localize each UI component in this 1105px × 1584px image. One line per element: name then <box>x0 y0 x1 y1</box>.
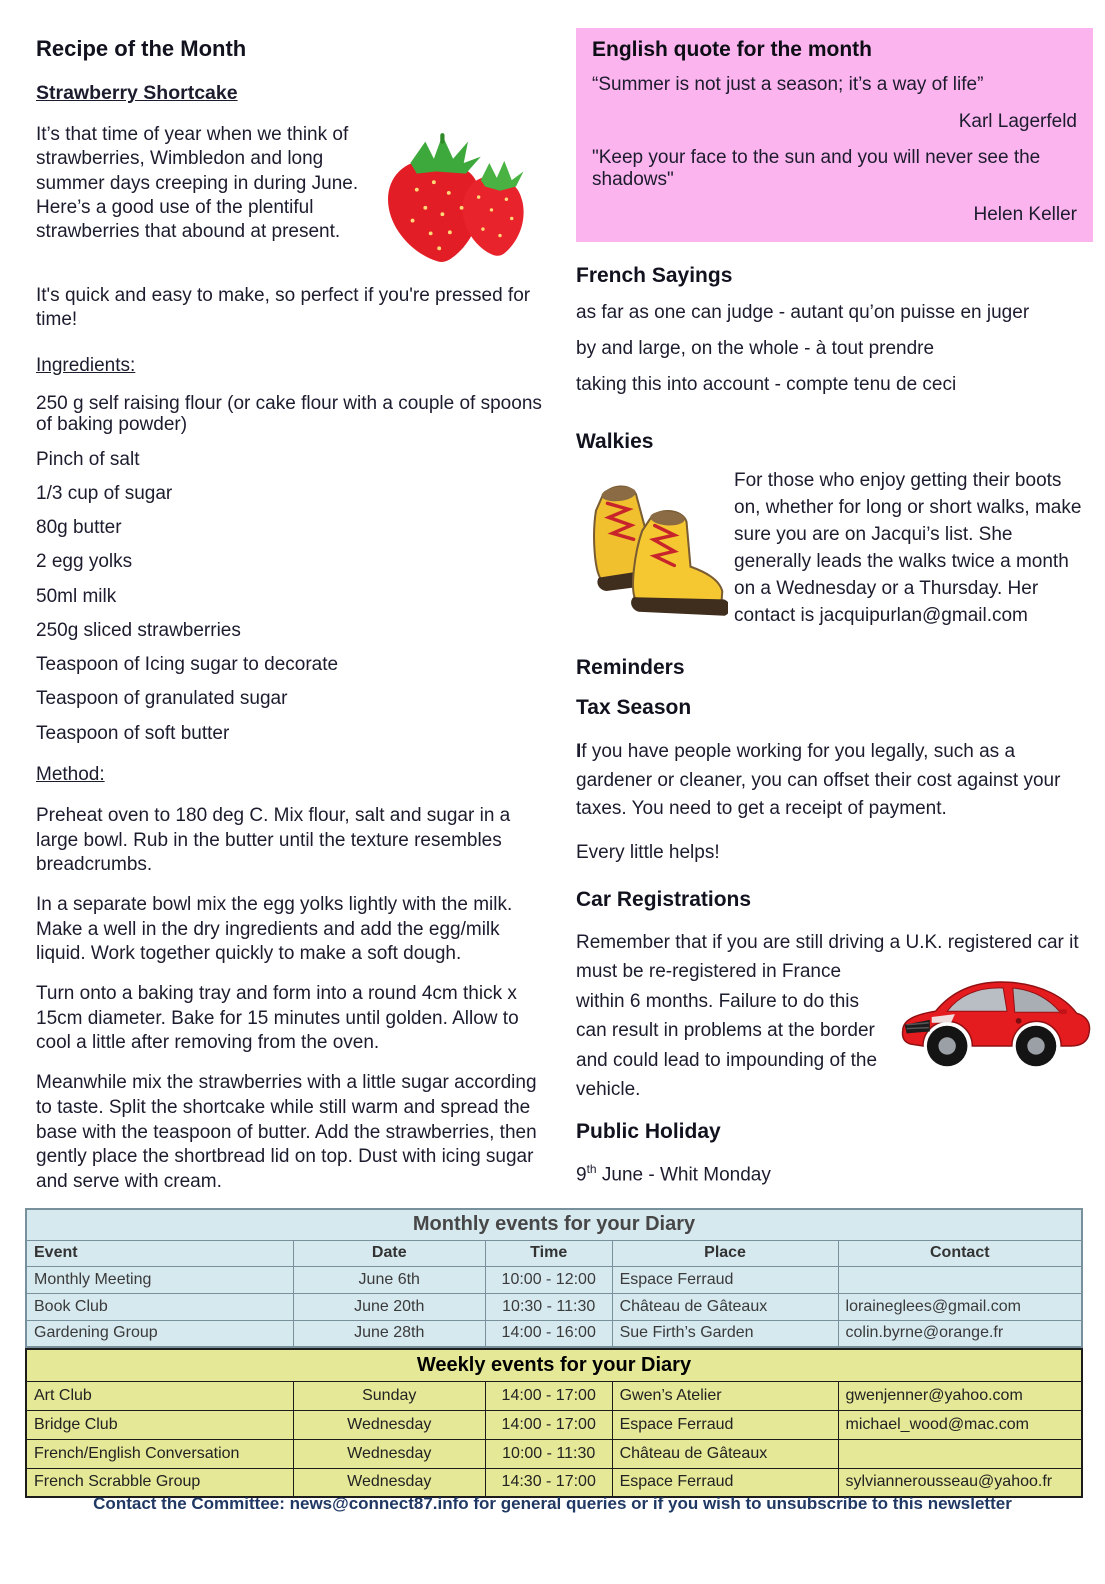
recipe-subtitle: Strawberry Shortcake <box>36 82 238 104</box>
cell-event: French Scrabble Group <box>26 1468 293 1497</box>
table-row <box>26 1381 1082 1410</box>
weekly-table-title: Weekly events for your Diary <box>26 1349 1082 1381</box>
cell-date: Wednesday <box>293 1439 485 1468</box>
cell-contact <box>838 1439 1082 1468</box>
ingredient-item: 250g sliced strawberries <box>36 619 241 641</box>
cell-place: Espace Ferraud <box>612 1410 838 1439</box>
cell-date: June 28th <box>293 1320 485 1347</box>
tax-season-text <box>576 738 1093 824</box>
cell-contact-email[interactable]: sylviannerousseau@yahoo.fr <box>838 1468 1082 1497</box>
cell-event: Monthly Meeting <box>26 1266 293 1293</box>
cell-date: Wednesday <box>293 1410 485 1439</box>
quote-1-author: Karl Lagerfeld <box>958 110 1077 132</box>
car-text-part1: Remember that if you are still driving a U.K. <box>576 931 948 953</box>
cell-event: French/English Conversation <box>26 1439 293 1468</box>
method-step: Meanwhile mix the strawberries with a little sugar according to taste. Split the shortcake while still warm and spread the base with the teaspoon of butter. Add the strawberries, then gently place the shortbread lid on top. Dust with icing sugar and serve with cream. <box>36 1072 537 1192</box>
column-header-place: Place <box>612 1240 838 1266</box>
recipe-title: Recipe of the Month <box>36 36 247 61</box>
ingredient-item: 1/3 cup of sugar <box>36 482 173 504</box>
ingredient-item: 250 g self raising flour (or cake flour with a couple of spoons of baking powder) <box>36 393 542 436</box>
quote-1: “Summer is not just a season; it’s a way of life” <box>592 74 984 95</box>
cell-date: June 20th <box>293 1293 485 1320</box>
method-step: In a separate bowl mix the egg yolks lightly with the milk. Make a well in the dry ingredients and add the egg/milk liquid. Work together quickly to make a soft dough. <box>36 894 513 965</box>
cell-event: Bridge Club <box>26 1410 293 1439</box>
walkies-section <box>576 468 1093 630</box>
column-header-event: Event <box>26 1240 293 1266</box>
strawberries-illustration <box>372 131 532 270</box>
quote-box-title: English quote for the month <box>592 38 872 61</box>
recipe-quick-note: It's quick and easy to make, so perfect if you're pressed for time! <box>36 284 531 331</box>
method-step: Preheat oven to 180 deg C. Mix flour, salt and sugar in a large bowl. Rub in the butter until the texture resembles breadcrumbs. <box>36 804 511 876</box>
car-registrations-text <box>576 928 1093 1105</box>
cell-event: Art Club <box>26 1381 293 1410</box>
cell-place: Espace Ferraud <box>612 1266 838 1293</box>
holiday-ordinal: th <box>586 1162 597 1177</box>
red-car-illustration <box>895 961 1093 1072</box>
committee-contact-footer: Contact the Committee: news@connect87.info for general queries or if you wish to unsubscribe to this newsletter <box>93 1494 1012 1513</box>
news-column <box>576 28 1093 1187</box>
recipe-intro-row <box>36 123 542 270</box>
column-header-date: Date <box>293 1240 485 1266</box>
car-text-part2: registered car it must be re-registered in France within 6 months. Failure to do this can result in problems at the border and could lead to impounding of the vehicle. <box>576 931 1079 1100</box>
cell-place: Espace Ferraud <box>612 1468 838 1497</box>
car-registrations-title: Car Registrations <box>576 887 752 911</box>
cell-event: Book Club <box>26 1293 293 1320</box>
french-saying: by and large, on the whole - à tout prendre <box>576 338 935 360</box>
cell-time: 10:00 - 11:30 <box>485 1439 612 1468</box>
method-label: Method: <box>36 763 105 785</box>
ingredient-item: 50ml milk <box>36 585 117 607</box>
ingredients-label: Ingredients: <box>36 355 136 377</box>
cell-place: Château de Gâteaux <box>612 1439 838 1468</box>
french-saying: as far as one can judge - autant qu’on puisse en juger <box>576 302 1030 324</box>
tax-initial: I <box>576 741 582 763</box>
table-row <box>26 1293 1082 1320</box>
events-tables <box>25 1208 1083 1498</box>
walkies-text: For those who enjoy getting their boots on, whether for long or short walks, make sure you are on Jacqui’s list. She generally leads the walks twice a month on a Wednesday or a Thursday. Her contact is <box>734 470 1082 627</box>
holiday-day: 9 <box>576 1164 587 1186</box>
french-sayings-title: French Sayings <box>576 264 733 288</box>
quote-2-author: Helen Keller <box>973 204 1077 226</box>
column-header-contact: Contact <box>838 1240 1082 1266</box>
reminders-title: Reminders <box>576 656 685 680</box>
public-holiday-title: Public Holiday <box>576 1120 721 1144</box>
recipe-intro-text: It’s that time of year when we think of strawberries, Wimbledon and long summer days creeping in during June. Here’s a good use of the plentiful strawberries that abound at present. <box>36 124 359 243</box>
cell-contact-email[interactable]: michael_wood@mac.com <box>838 1410 1082 1439</box>
english-quote-box <box>576 28 1093 242</box>
quote-2: "Keep your face to the sun and you will never see the shadows" <box>592 146 1041 190</box>
cell-contact <box>838 1266 1082 1293</box>
cell-place: Gwen’s Atelier <box>612 1381 838 1410</box>
cell-place: Château de Gâteaux <box>612 1293 838 1320</box>
walkies-title: Walkies <box>576 430 654 454</box>
cell-date: Sunday <box>293 1381 485 1410</box>
monthly-table-title: Monthly events for your Diary <box>26 1209 1082 1240</box>
column-header-time: Time <box>485 1240 612 1266</box>
cell-time: 14:00 - 16:00 <box>485 1320 612 1347</box>
cell-contact-email[interactable]: gwenjenner@yahoo.com <box>838 1381 1082 1410</box>
ingredient-item: 2 egg yolks <box>36 551 133 573</box>
recipe-column <box>36 36 542 1210</box>
walkies-email: jacquipurlan@gmail.com <box>819 605 1028 627</box>
monthly-events-table <box>25 1208 1083 1348</box>
cell-time: 14:00 - 17:00 <box>485 1410 612 1439</box>
ingredient-item: Teaspoon of Icing sugar to decorate <box>36 654 339 676</box>
french-saying: taking this into account - compte tenu de ceci <box>576 374 957 396</box>
cell-contact-email[interactable]: loraineglees@gmail.com <box>838 1293 1082 1320</box>
cell-time: 14:00 - 17:00 <box>485 1381 612 1410</box>
cell-time: 14:30 - 17:00 <box>485 1468 612 1497</box>
ingredient-item: Pinch of salt <box>36 448 140 470</box>
table-row <box>26 1266 1082 1293</box>
method-step: Turn onto a baking tray and form into a round 4cm thick x 15cm diameter. Bake for 15 minutes until golden. Allow to cool a little after removing from the oven. <box>36 983 519 1054</box>
cell-time: 10:00 - 12:00 <box>485 1266 612 1293</box>
table-row <box>26 1410 1082 1439</box>
hiking-boots-illustration <box>576 470 728 622</box>
tax-rest: f you have people working for you legally, such as a gardener or cleaner, you can offset their cost against your taxes. You need to get a receipt of payment. <box>576 741 1061 820</box>
ingredient-item: 80g butter <box>36 517 122 539</box>
holiday-rest: June - Whit Monday <box>596 1164 771 1186</box>
cell-date: June 6th <box>293 1266 485 1293</box>
tax-season-title: Tax Season <box>576 696 692 720</box>
table-row <box>26 1320 1082 1347</box>
ingredient-item: Teaspoon of granulated sugar <box>36 688 288 710</box>
cell-contact-email[interactable]: colin.byrne@orange.fr <box>838 1320 1082 1347</box>
cell-time: 10:30 - 11:30 <box>485 1293 612 1320</box>
table-row <box>26 1468 1082 1497</box>
cell-place: Sue Firth’s Garden <box>612 1320 838 1347</box>
table-row <box>26 1439 1082 1468</box>
public-holiday-date <box>576 1162 1093 1186</box>
every-little-helps: Every little helps! <box>576 841 720 863</box>
cell-event: Gardening Group <box>26 1320 293 1347</box>
weekly-events-table <box>25 1348 1083 1498</box>
cell-date: Wednesday <box>293 1468 485 1497</box>
ingredient-item: Teaspoon of soft butter <box>36 722 230 744</box>
